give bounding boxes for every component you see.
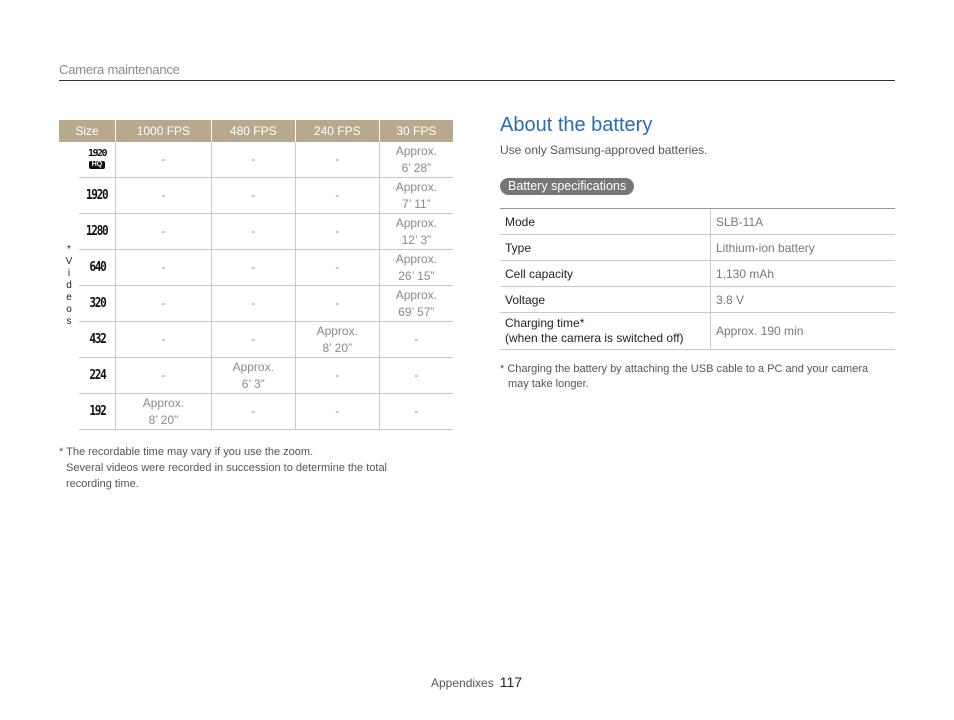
spec-key: Type: [500, 235, 711, 261]
spec-value: Approx. 190 min: [711, 313, 896, 350]
page-number: 117: [499, 674, 523, 690]
spec-key: Voltage: [500, 287, 711, 313]
table-cell: Approx. 26’ 15”: [379, 250, 453, 286]
recording-time-footnote: [59, 444, 419, 492]
header-divider: [59, 80, 895, 81]
table-cell: -: [211, 178, 295, 214]
spec-key: Charging time* (when the camera is switched off): [500, 313, 711, 350]
table-cell: -: [295, 358, 379, 394]
table-cell: -: [211, 286, 295, 322]
table-cell: -: [211, 322, 295, 358]
table-cell: -: [116, 286, 212, 322]
resolution-640-icon: 640: [79, 250, 116, 286]
resolution-1920-icon: 1920: [79, 178, 116, 214]
table-cell: -: [295, 142, 379, 178]
footnote-line: * Charging the battery by attaching the USB cable to a PC and your camera: [500, 363, 869, 375]
table-row: [59, 214, 453, 250]
table-row: [59, 394, 453, 430]
spec-value: SLB-11A: [711, 209, 896, 235]
table-cell: -: [116, 322, 212, 358]
table-row: [59, 286, 453, 322]
table-row: [59, 250, 453, 286]
resolution-1280-icon: 1280: [79, 214, 116, 250]
table-cell: -: [295, 214, 379, 250]
table-row: [500, 209, 895, 235]
table-header-row: [59, 120, 453, 142]
video-recording-time-table: [59, 120, 453, 430]
table-row: [59, 358, 453, 394]
table-row: [500, 313, 895, 350]
table-cell: -: [211, 214, 295, 250]
battery-spec-table: [500, 208, 895, 350]
table-cell: -: [116, 178, 212, 214]
page-header-title: Camera maintenance: [59, 62, 180, 77]
table-row: [59, 178, 453, 214]
spec-value: Lithium-ion battery: [711, 235, 896, 261]
resolution-320-icon: 320: [79, 286, 116, 322]
table-cell: -: [379, 322, 453, 358]
videos-side-label: * V i d e o s: [65, 243, 73, 327]
table-cell: Approx. 6’ 3”: [211, 358, 295, 394]
table-cell: Approx. 8’ 20”: [295, 322, 379, 358]
footnote-line: Several videos were recorded in succession to determine the total: [66, 462, 388, 474]
footer-section-label: Appendixes: [431, 676, 494, 690]
table-row: [59, 142, 453, 178]
table-cell: -: [211, 394, 295, 430]
table-cell: -: [211, 250, 295, 286]
battery-specifications-label: Battery specifications: [500, 178, 634, 195]
header-size: Size: [59, 120, 116, 142]
table-cell: -: [116, 214, 212, 250]
spec-key: Mode: [500, 209, 711, 235]
resolution-224-icon: 224: [79, 358, 116, 394]
table-row: [500, 261, 895, 287]
table-row: [500, 287, 895, 313]
footnote-line: * The recordable time may vary if you use the zoom.: [59, 446, 314, 458]
spec-value: 1,130 mAh: [711, 261, 896, 287]
resolution-432-icon: 432: [79, 322, 116, 358]
footnote-line: recording time.: [66, 478, 139, 490]
table-row: [500, 235, 895, 261]
table-row: [59, 322, 453, 358]
resolution-192-icon: 192: [79, 394, 116, 430]
table-cell: Approx. 7’ 11”: [379, 178, 453, 214]
footnote-line: may take longer.: [508, 378, 589, 390]
header-480fps: 480 FPS: [211, 120, 295, 142]
table-cell: -: [211, 142, 295, 178]
section-title: About the battery: [500, 114, 653, 136]
page-footer: [431, 674, 522, 690]
section-subtitle: Use only Samsung-approved batteries.: [500, 143, 708, 157]
header-30fps: 30 FPS: [379, 120, 453, 142]
table-cell: -: [116, 142, 212, 178]
spec-value: 3.8 V: [711, 287, 896, 313]
header-240fps: 240 FPS: [295, 120, 379, 142]
table-cell: -: [379, 394, 453, 430]
table-cell: Approx. 6’ 28”: [379, 142, 453, 178]
charging-footnote: [500, 362, 895, 392]
table-cell: Approx. 8’ 20”: [116, 394, 212, 430]
spec-key: Cell capacity: [500, 261, 711, 287]
table-cell: -: [116, 358, 212, 394]
table-cell: -: [295, 286, 379, 322]
table-cell: -: [295, 394, 379, 430]
table-cell: -: [379, 358, 453, 394]
header-1000fps: 1000 FPS: [116, 120, 212, 142]
table-cell: Approx. 69’ 57”: [379, 286, 453, 322]
table-cell: Approx. 12’ 3”: [379, 214, 453, 250]
table-cell: -: [116, 250, 212, 286]
table-cell: -: [295, 178, 379, 214]
table-cell: -: [295, 250, 379, 286]
resolution-1920-hq-icon: 1920 HQ: [79, 142, 116, 178]
